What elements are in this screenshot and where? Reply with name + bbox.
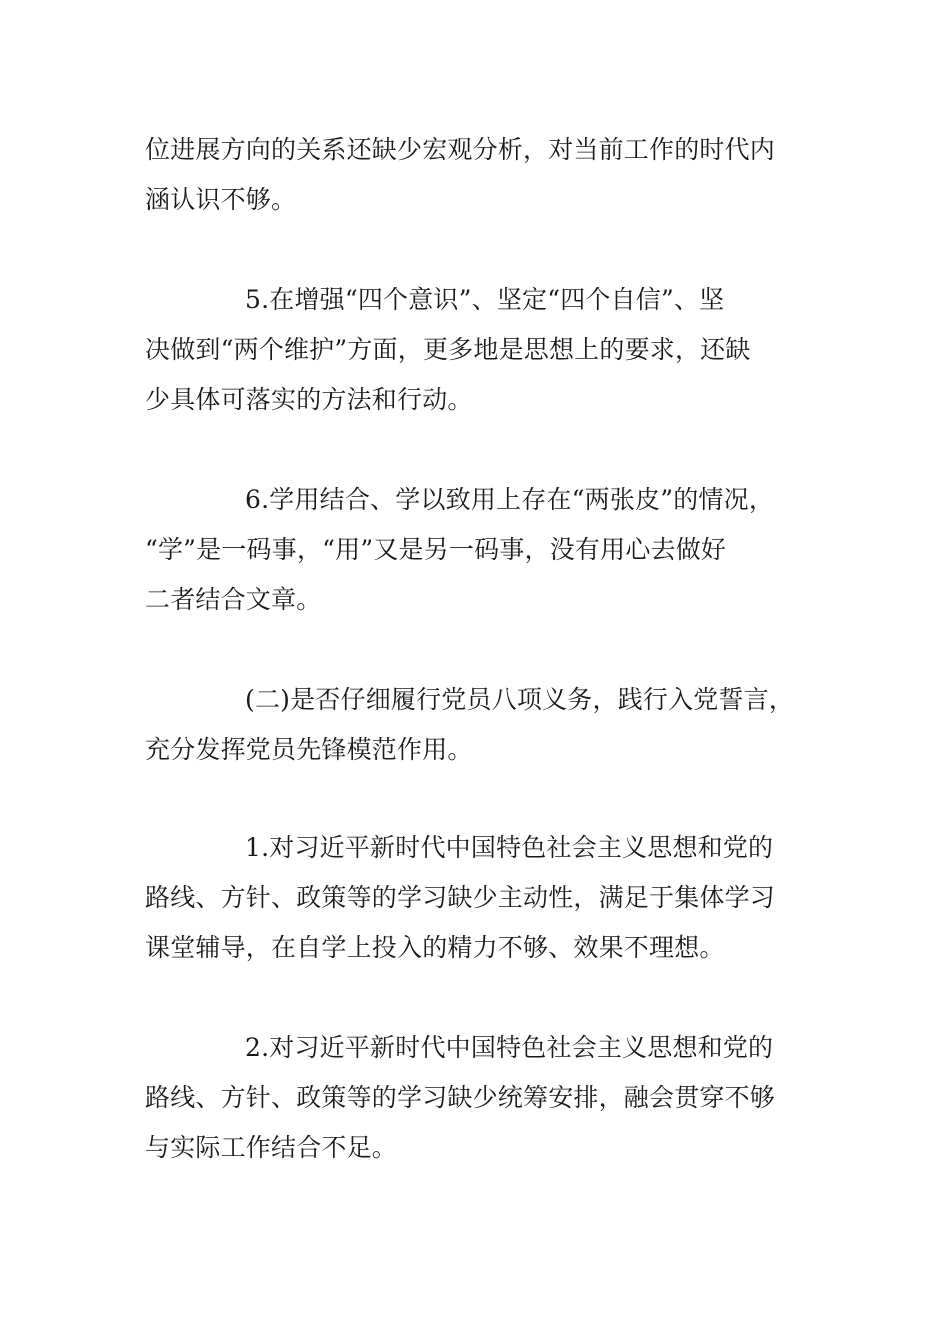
section-heading-line: (二)是否仔细履行党员八项义务，践行入党誓言， <box>245 685 795 714</box>
paragraph-line: 路线、方针、政策等的学习缺少主动性，满足于集体学习 <box>145 883 776 912</box>
paragraph-line: 5.在增强“四个意识”、坚定“四个自信”、坚 <box>245 285 725 314</box>
paragraph-line: 二者结合文章。 <box>145 585 322 614</box>
section-heading-line: 充分发挥党员先锋模范作用。 <box>145 735 473 764</box>
paragraph-line: 路线、方针、政策等的学习缺少统筹安排，融会贯穿不够 <box>145 1083 776 1112</box>
paragraph-line: 课堂辅导，在自学上投入的精力不够、效果不理想。 <box>145 933 725 962</box>
paragraph-line: 少具体可落实的方法和行动。 <box>145 385 473 414</box>
paragraph-line: 1.对习近平新时代中国特色社会主义思想和党的 <box>245 833 774 862</box>
paragraph-line: 6.学用结合、学以致用上存在“两张皮”的情况， <box>245 485 775 514</box>
paragraph-line: 与实际工作结合不足。 <box>145 1133 398 1162</box>
paragraph-line: 涵认识不够。 <box>145 185 297 214</box>
paragraph-line: 2.对习近平新时代中国特色社会主义思想和党的 <box>245 1033 774 1062</box>
paragraph-line: “学”是一码事，“用”又是另一码事，没有用心去做好 <box>145 535 727 564</box>
paragraph-line: 决做到“两个维护”方面，更多地是思想上的要求，还缺 <box>145 335 751 364</box>
paragraph-line: 位进展方向的关系还缺少宏观分析，对当前工作的时代内 <box>145 135 776 164</box>
